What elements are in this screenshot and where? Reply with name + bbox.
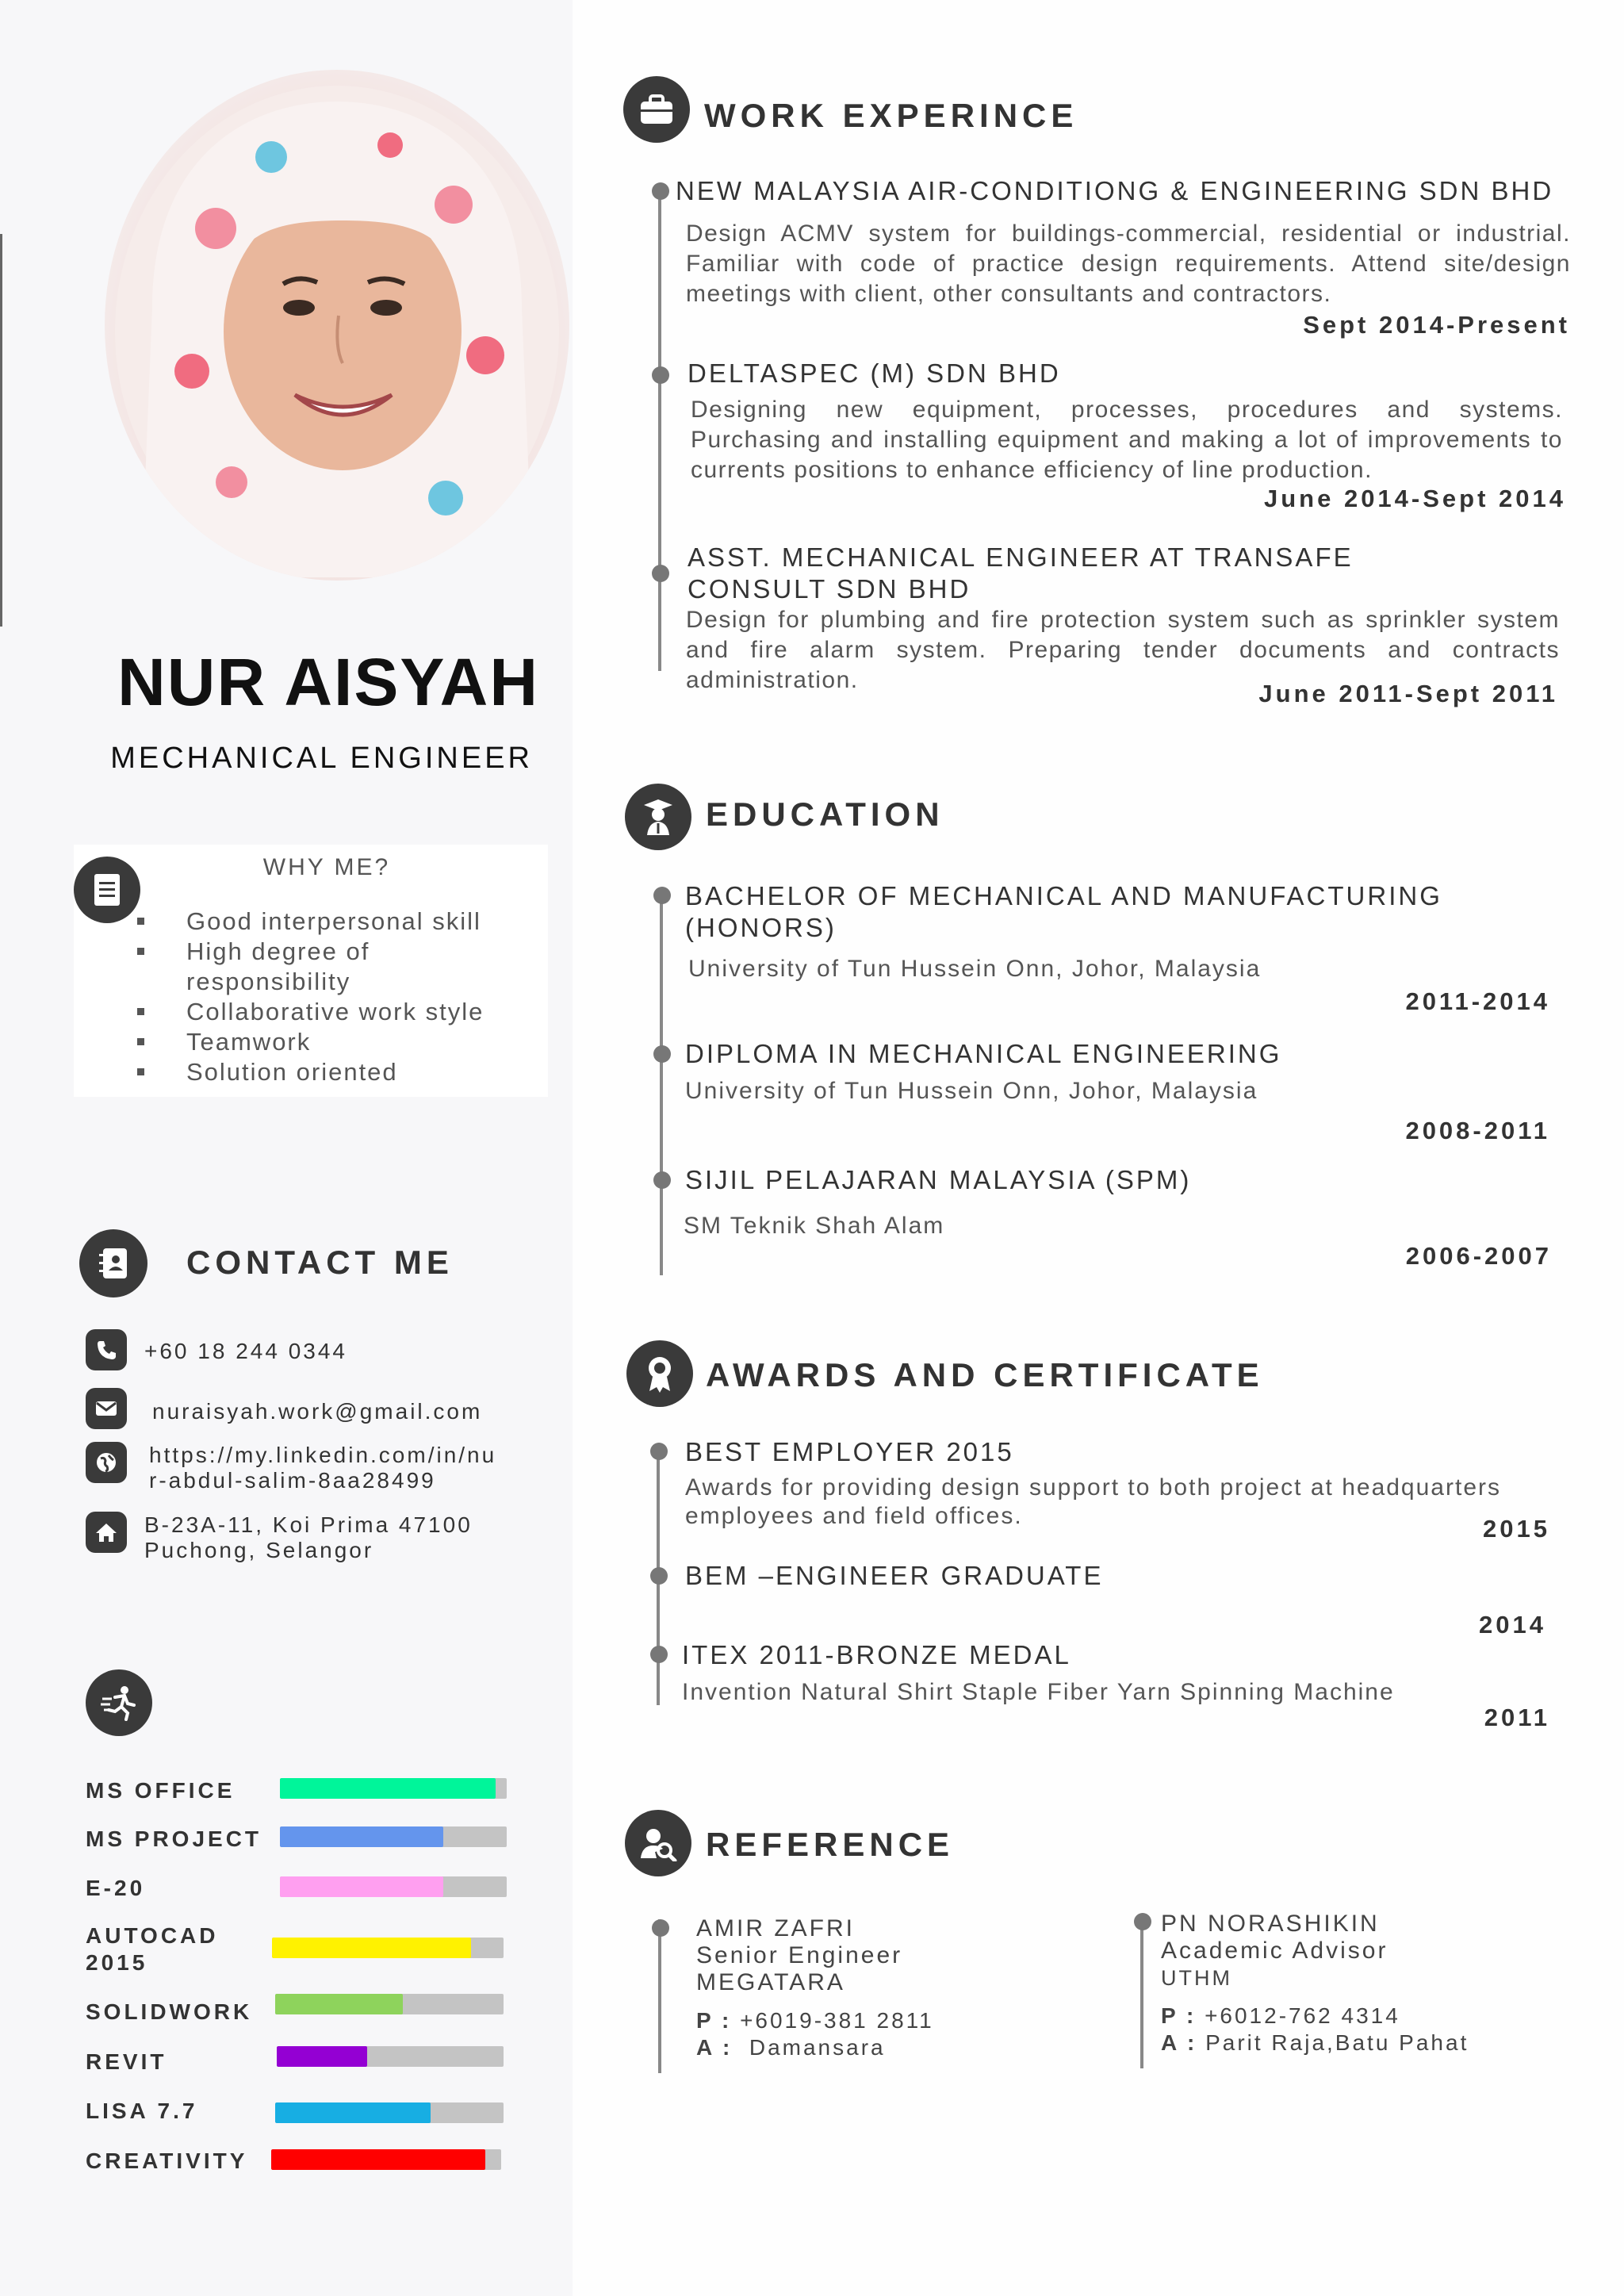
skill-bar [275,1994,504,2014]
contact-address-line-1: B-23A-11, Koi Prima 47100 [144,1512,473,1537]
skill-label: REVIT [86,2049,167,2074]
reference-timeline-line [1140,1918,1143,2068]
award-date: 2015 [1483,1515,1550,1543]
skill-fill [275,2102,431,2123]
address-label: A : [696,2035,733,2060]
contact-linkedin-line-2: r-abdul-salim-8aa28499 [149,1468,436,1493]
user-search-icon [625,1810,691,1876]
reference-timeline-line [658,1919,661,2073]
phone-label: P : [1161,2003,1197,2028]
reference-phone-row [1161,2003,1469,2030]
reference-address-row [1161,2030,1469,2056]
education-school: SM Teknik Shah Alam [684,1213,945,1239]
email-icon [86,1388,127,1429]
phone-label: P : [696,2008,732,2033]
skill-fill [275,1994,403,2014]
award-date: 2011 [1484,1704,1550,1731]
award-name: BEM –ENGINEER GRADUATE [685,1561,1104,1590]
timeline-dot [653,887,671,904]
timeline-dot [652,366,669,384]
skill-bar [280,1826,507,1847]
education-school: University of Tun Hussein Onn, Johor, Malaysia [685,1078,1258,1104]
reference-person-1 [696,1915,934,2061]
reference-person-2 [1161,1911,1469,2056]
skill-label: AUTOCAD 2015 [86,1923,219,1975]
reference-phone[interactable]: +6012-762 4314 [1205,2003,1400,2028]
skill-label: SOLIDWORK [86,1999,253,2024]
reference-phone-row [696,2007,934,2034]
education-school: University of Tun Hussein Onn, Johor, Malaysia [688,956,1262,982]
skill-label: LISA 7.7 [86,2099,198,2123]
work-company: NEW MALAYSIA AIR-CONDITIONG & ENGINEERING SDN BHD [676,176,1554,205]
education-title: EDUCATION [706,795,944,833]
award-ribbon-icon [626,1340,693,1407]
skill-label: MS OFFICE [86,1778,236,1803]
skill-label: E-20 [86,1876,146,1900]
contact-linkedin-line-1: https://my.linkedin.com/in/nu [149,1443,497,1467]
contact-linkedin[interactable] [149,1443,496,1493]
phone-icon [86,1329,127,1370]
reference-phone[interactable]: +6019-381 2811 [740,2008,934,2033]
timeline-dot [650,1443,668,1460]
timeline-dot [650,1646,668,1663]
contact-book-icon [79,1229,147,1297]
profile-name: NUR AISYAH [117,645,539,719]
timeline-dot [652,565,669,582]
why-me-item: High degree of responsibility [137,937,518,997]
globe-icon [86,1442,127,1483]
skill-fill [280,1876,443,1897]
education-date: 2006-2007 [1405,1242,1552,1270]
award-name: BEST EMPLOYER 2015 [685,1437,1014,1466]
education-date: 2011-2014 [1405,987,1550,1015]
reference-org: MEGATARA [696,1969,845,1995]
work-title: WORK EXPERINCE [704,97,1078,134]
work-company: ASST. MECHANICAL ENGINEER AT TRANSAFE CONSULT SDN BHD [688,542,1354,604]
award-name: ITEX 2011-BRONZE MEDAL [682,1640,1071,1669]
skill-label: CREATIVITY [86,2148,248,2173]
why-me-item: Teamwork [137,1027,518,1057]
reference-org: UTHM [1161,1966,1232,1990]
education-degree: DIPLOMA IN MECHANICAL ENGINEERING [685,1039,1282,1068]
work-date: June 2014-Sept 2014 [1263,485,1566,512]
education-date: 2008-2011 [1405,1117,1550,1144]
skill-fill [277,2046,367,2067]
skill-fill [271,2149,485,2170]
timeline-dot [653,1045,671,1063]
reference-name: PN NORASHIKIN [1161,1911,1380,1937]
timeline-dot [652,1919,669,1937]
work-company: DELTASPEC (M) SDN BHD [688,358,1061,388]
skill-bar [275,2102,504,2123]
work-description: Designing new equipment, processes, procedures and systems. Purchasing and installing equipment and making a lot of improvements to currents positions to enhance efficiency of line production. [691,397,1563,482]
education-timeline-line [660,895,663,1275]
reference-name: AMIR ZAFRI [696,1915,855,1941]
why-me-item: Collaborative work style [137,997,518,1027]
work-description: Design for plumbing and fire protection system such as sprinkler system and fire alarm system. Preparing tender documents and contracts administration. [686,607,1560,693]
home-icon [86,1512,127,1553]
skill-fill [272,1938,471,1958]
why-me-item: Good interpersonal skill [137,907,518,937]
skill-bar [271,2149,501,2170]
sidebar-edge-divider [0,234,2,627]
briefcase-icon [623,76,690,143]
timeline-dot [653,1171,671,1189]
timeline-dot [1134,1913,1151,1930]
contact-email[interactable]: nuraisyah.work@gmail.com [152,1399,483,1424]
why-me-list [137,907,518,1087]
reference-address: Parit Raja,Batu Pahat [1205,2030,1469,2055]
work-date: June 2011-Sept 2011 [1258,680,1558,707]
skill-bar [272,1938,504,1958]
skill-label: MS PROJECT [86,1826,262,1851]
skill-bar [280,1778,507,1799]
work-date: Sept 2014-Present [1303,311,1570,339]
reference-position: Senior Engineer [696,1942,903,1968]
profile-photo [105,70,569,581]
reference-address: Damansara [749,2035,886,2060]
graduate-icon [625,784,691,850]
work-timeline-line [658,190,661,671]
awards-title: AWARDS AND CERTIFICATE [706,1356,1264,1393]
why-me-box [74,845,548,1097]
skill-bar [277,2046,504,2067]
why-me-item: Solution oriented [137,1057,518,1087]
running-person-icon [86,1669,152,1736]
contact-phone[interactable]: +60 18 244 0344 [144,1339,347,1363]
skill-bar [280,1876,507,1897]
document-icon [74,857,140,923]
address-label: A : [1161,2030,1197,2055]
award-date: 2014 [1479,1611,1546,1639]
reference-address-row [696,2034,934,2061]
education-degree: SIJIL PELAJARAN MALAYSIA (SPM) [685,1165,1192,1194]
profile-role: MECHANICAL ENGINEER [110,742,533,775]
contact-address-line-2: Puchong, Selangor [144,1538,374,1562]
contact-title: CONTACT ME [186,1244,454,1281]
work-description: Design ACMV system for buildings-commercial, residential or industrial. Familiar with code of practice design requirements. Attend site/design meetings with client, other consultants and contractors. [686,220,1571,307]
skill-fill [280,1826,443,1847]
award-description: Invention Natural Shirt Staple Fiber Yarn Spinning Machine [682,1679,1395,1705]
education-degree: BACHELOR OF MECHANICAL AND MANUFACTURING (HONORS) [685,881,1442,942]
contact-address [144,1512,473,1563]
why-me-title: WHY ME? [262,854,391,880]
timeline-dot [650,1567,668,1585]
reference-title: REFERENCE [706,1826,955,1863]
timeline-dot [652,182,669,200]
skill-fill [280,1778,496,1799]
reference-position: Academic Advisor [1161,1938,1388,1964]
award-description: Awards for providing design support to both project at headquarters employees and field offices. [685,1474,1501,1529]
